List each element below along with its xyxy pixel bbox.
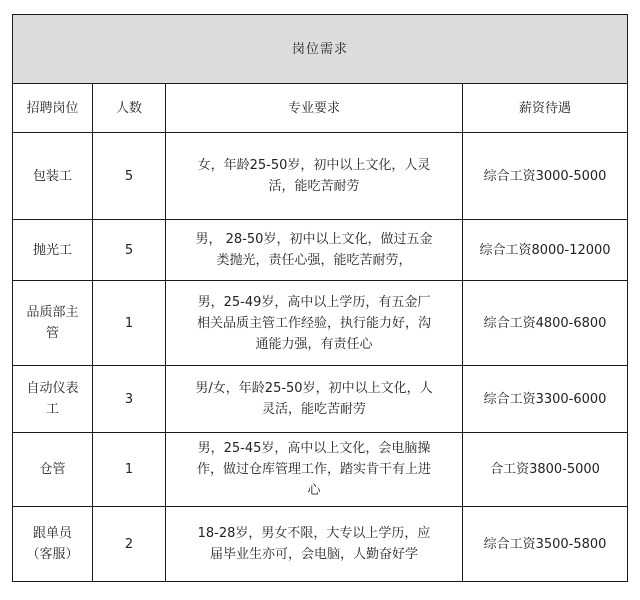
requirement-line: 通能力强，有责任心 bbox=[255, 336, 373, 352]
job-requirements-table bbox=[12, 14, 628, 582]
table-row bbox=[13, 366, 628, 433]
position-line: 跟单员 bbox=[32, 526, 72, 541]
requirement-line: 活，能吃苦耐劳 bbox=[268, 179, 360, 194]
requirement-line: 作，做过仓库管理工作，踏实肯干有上进 bbox=[196, 462, 431, 477]
table-row bbox=[13, 433, 628, 507]
header-row bbox=[13, 84, 628, 133]
requirement-line: 男，25-45岁，高中以上文化，会电脑操 bbox=[197, 441, 431, 456]
requirement-line: 男， 28-50岁，初中以上文化，做过五金 bbox=[195, 232, 433, 247]
requirement-line: 男/女，年龄25-50岁，初中以上文化，人 bbox=[195, 381, 433, 396]
cell-salary: 综合工资3000-5000 bbox=[463, 133, 628, 220]
position-line: 管 bbox=[45, 326, 59, 341]
requirement-line: 相关品质主管工作经验，执行能力好，沟 bbox=[196, 315, 431, 331]
cell-requirement bbox=[166, 281, 463, 366]
header-position: 招聘岗位 bbox=[13, 84, 93, 133]
cell-salary: 综合工资4800-6800 bbox=[463, 281, 628, 366]
cell-position bbox=[13, 433, 93, 507]
table-row bbox=[13, 220, 628, 281]
cell-position bbox=[13, 220, 93, 281]
cell-requirement bbox=[166, 507, 463, 582]
cell-count: 3 bbox=[93, 366, 166, 433]
table-row bbox=[13, 507, 628, 582]
requirement-line: 男，25-49岁，高中以上学历，有五金厂 bbox=[197, 294, 431, 310]
cell-salary: 合工资3800-5000 bbox=[463, 433, 628, 507]
cell-requirement bbox=[166, 220, 463, 281]
position-line: 包装工 bbox=[32, 168, 72, 184]
cell-requirement bbox=[166, 366, 463, 433]
position-line: 自动仪表 bbox=[26, 381, 79, 396]
cell-count: 5 bbox=[93, 133, 166, 220]
requirement-line: 女，年龄25-50岁，初中以上文化，人灵 bbox=[197, 158, 431, 173]
requirement-line: 类抛光，责任心强，能吃苦耐劳， bbox=[216, 253, 412, 268]
header-count: 人数 bbox=[93, 84, 166, 133]
header-salary: 薪资待遇 bbox=[463, 84, 628, 133]
position-line: 品质部主 bbox=[26, 305, 79, 320]
cell-salary: 综合工资3300-6000 bbox=[463, 366, 628, 433]
position-line: 工 bbox=[45, 402, 59, 417]
title-row bbox=[13, 15, 628, 84]
cell-requirement bbox=[166, 433, 463, 507]
cell-count: 1 bbox=[93, 281, 166, 366]
cell-count: 5 bbox=[93, 220, 166, 281]
job-table-container bbox=[12, 14, 628, 582]
position-line: （客服） bbox=[26, 547, 79, 562]
table-title: 岗位需求 bbox=[13, 15, 628, 84]
position-line: 抛光工 bbox=[32, 242, 72, 258]
position-line: 仓管 bbox=[39, 462, 66, 477]
requirement-line: 18-28岁，男女不限，大专以上学历，应 bbox=[197, 526, 431, 541]
cell-position bbox=[13, 507, 93, 582]
cell-count: 2 bbox=[93, 507, 166, 582]
requirement-line: 心 bbox=[307, 483, 321, 498]
cell-position bbox=[13, 133, 93, 220]
requirement-line: 届毕业生亦可，会电脑，人勤奋好学 bbox=[209, 547, 418, 562]
cell-salary: 综合工资3500-5800 bbox=[463, 507, 628, 582]
cell-salary: 综合工资8000-12000 bbox=[463, 220, 628, 281]
cell-position bbox=[13, 281, 93, 366]
table-row bbox=[13, 133, 628, 220]
table-row bbox=[13, 281, 628, 366]
cell-count: 1 bbox=[93, 433, 166, 507]
requirement-line: 灵活，能吃苦耐劳 bbox=[261, 402, 366, 417]
header-requirement: 专业要求 bbox=[166, 84, 463, 133]
cell-requirement bbox=[166, 133, 463, 220]
cell-position bbox=[13, 366, 93, 433]
